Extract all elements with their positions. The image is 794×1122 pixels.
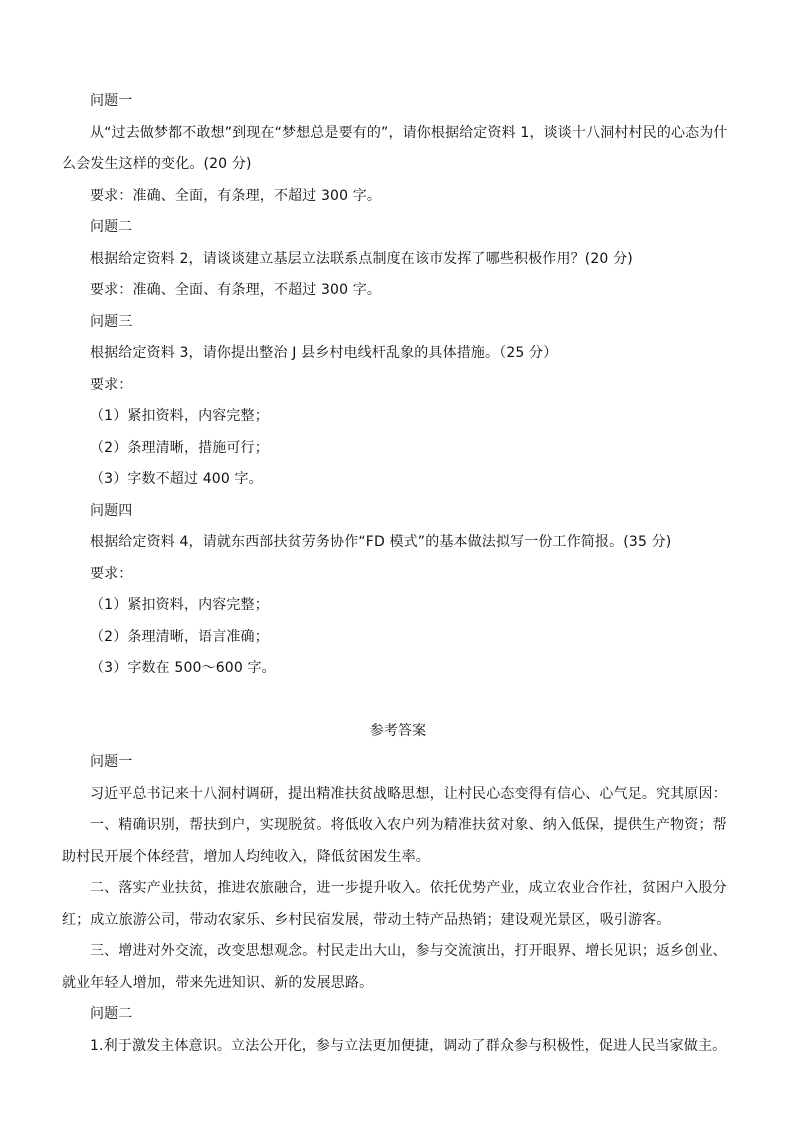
question-3-requirements-label: 要求：: [90, 376, 133, 393]
question-2-requirements: 要求：准确、全面、有条理，不超过 300 字。: [90, 282, 382, 298]
question-4-requirements-label: 要求：: [90, 565, 133, 582]
answer-1-point: 二、落实产业扶贫，推进农旅融合，进一步提升收入。依托优势产业，成立农业合作社，贫困户入股分红；成立旅游公司，带动农家乐、乡村民宿发展，带动土特产品热销；建设观光景区，吸引游客。: [62, 880, 727, 928]
question-4-requirement-item: （1）紧扣资料，内容完整；: [90, 597, 269, 613]
question-3-requirement-item: （1）紧扣资料，内容完整；: [90, 408, 269, 424]
answer-1-point: 一、精确识别，帮扶到户，实现脱贫。将低收入农户列为精准扶贫对象、纳入低保，提供生产物资；帮助村民开展个体经营，增加人均纯收入，降低贫困发生率。: [62, 817, 727, 865]
question-4-requirement-item: （3）字数在 500～600 字。: [90, 660, 276, 676]
question-4-requirement-item: （2）条理清晰，语言准确；: [90, 628, 269, 645]
question-1-title: 问题一: [90, 93, 133, 109]
answer-1-point: 三、增进对外交流，改变思想观念。村民走出大山，参与交流演出，打开眼界、增长见识；返乡创业、就业年轻人增加，带来先进知识、新的发展思路。: [62, 943, 727, 991]
answer-2-point: 1.利于激发主体意识。立法公开化，参与立法更加便捷，调动了群众参与积极性，促进人民当家做主。: [90, 1037, 727, 1054]
answer-2-title: 问题二: [90, 1006, 133, 1022]
question-4-title: 问题四: [90, 502, 133, 519]
document-content: [62, 86, 734, 1062]
question-2-title: 问题二: [90, 219, 133, 235]
answer-1-intro: 习近平总书记来十八洞村调研，提出精准扶贫战略思想，让村民心态变得有信心、心气足。究其原因：: [90, 785, 727, 802]
question-1-body: 从“过去做梦都不敢想”到现在“梦想总是要有的”，请你根据给定资料 1，谈谈十八洞村村民的心态为什么会发生这样的变化。(20 分): [62, 124, 728, 172]
question-3-requirement-item: （2）条理清晰，措施可行；: [90, 439, 269, 456]
question-3-body: 根据给定资料 3，请你提出整治 J 县乡村电线杆乱象的具体措施。（25 分）: [90, 345, 558, 361]
question-3-title: 问题三: [90, 313, 133, 330]
question-2-body: 根据给定资料 2，请谈谈建立基层立法联系点制度在该市发挥了哪些积极作用？(20 分): [90, 250, 633, 267]
question-4-body: 根据给定资料 4，请就东西部扶贫劳务协作“FD 模式”的基本做法拟写一份工作简报。(35 分): [90, 534, 672, 550]
section-gap: [62, 685, 734, 716]
answer-1-title: 问题一: [90, 754, 133, 770]
question-1-requirements: 要求：准确、全面，有条理，不超过 300 字。: [90, 187, 382, 204]
question-3-requirement-item: （3）字数不超过 400 字。: [90, 471, 263, 487]
answers-title: 参考答案: [369, 722, 427, 739]
